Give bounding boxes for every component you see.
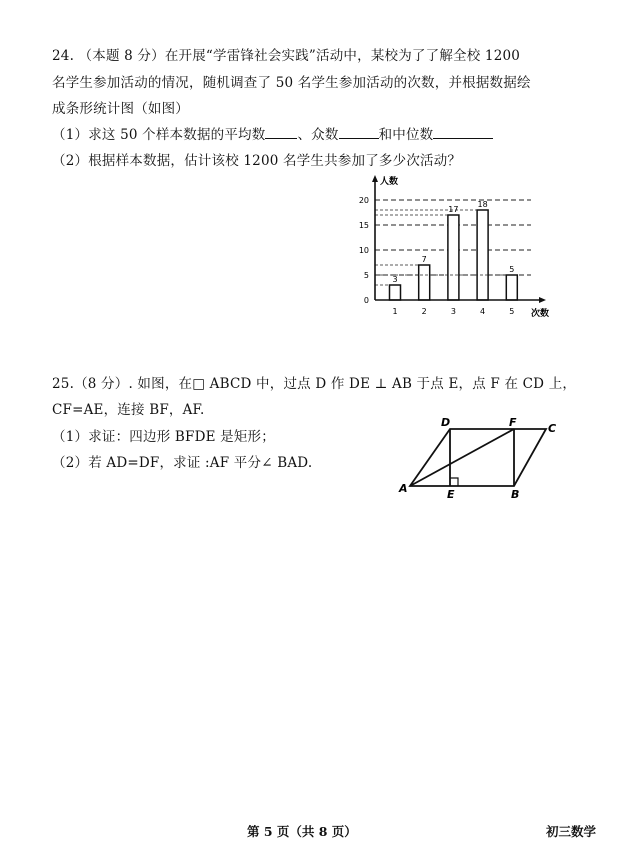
y-tick-label: 0 <box>363 296 369 305</box>
bar-chart <box>345 172 565 322</box>
segment-af <box>410 429 514 486</box>
bar-value-label: 7 <box>421 255 427 264</box>
right-angle-mark <box>450 478 458 486</box>
q24-part1-mode-label: 、众数 <box>297 127 339 143</box>
bar <box>448 215 459 300</box>
x-tick-label: 2 <box>421 307 427 316</box>
bar <box>419 265 430 300</box>
q24-line1: 24. （本题 8 分）在开展“学雷锋社会实践”活动中，某校为了了解全校 1200 <box>52 48 521 64</box>
q24-part1 <box>52 123 493 143</box>
q24-part2: （2）根据样本数据，估计该校 1200 名学生共参加了多少次活动？ <box>52 153 462 169</box>
y-tick-label: 20 <box>358 196 369 205</box>
parallelogram-abcd <box>410 429 546 486</box>
y-tick-label: 15 <box>358 221 369 230</box>
y-axis-label: 人数 <box>380 177 399 187</box>
page-number: 第 5 页（共 8 页） <box>247 824 357 839</box>
q24-part1-median-label: 和中位数 <box>378 127 434 143</box>
x-axis-arrow <box>539 297 546 303</box>
y-tick-label: 5 <box>363 271 369 280</box>
q25-part1: （1）求证：四边形 BFDE 是矩形； <box>52 429 275 445</box>
label-d: D <box>441 416 451 429</box>
parallelogram-figure <box>398 412 573 502</box>
q24-line3: 成条形统计图（如图） <box>52 101 189 117</box>
label-a: A <box>399 482 408 495</box>
x-tick-label: 4 <box>480 307 486 316</box>
label-b: B <box>511 488 520 501</box>
bar-value-label: 3 <box>392 275 398 284</box>
y-axis-arrow <box>372 175 378 182</box>
answer-blank-mean[interactable] <box>265 126 297 139</box>
label-f: F <box>509 416 517 429</box>
subject-label: 初三数学 <box>546 824 597 839</box>
bar-value-label: 17 <box>448 205 459 214</box>
chart-x-ticks <box>392 307 514 316</box>
q24-line2: 名学生参加活动的情况，随机调查了 50 名学生参加活动的次数，并根据数据绘 <box>52 75 531 91</box>
bar <box>477 210 488 300</box>
bar-value-label: 5 <box>509 265 515 274</box>
x-tick-label: 5 <box>509 307 515 316</box>
y-tick-label: 10 <box>358 246 369 255</box>
x-tick-label: 3 <box>450 307 456 316</box>
q24-part1-prefix: （1）求这 50 个样本数据的平均数 <box>52 127 266 143</box>
label-e: E <box>447 488 455 501</box>
x-tick-label: 1 <box>392 307 398 316</box>
answer-blank-mode[interactable] <box>339 126 379 139</box>
answer-blank-median[interactable] <box>433 126 493 139</box>
q25-line1: 25.（8 分）. 如图，在□ ABCD 中，过点 D 作 DE ⊥ AB 于点 E，点 F 在 CD 上， <box>52 376 577 392</box>
x-axis-label: 次数 <box>531 309 550 319</box>
chart-y-ticks <box>359 196 369 305</box>
bar-value-label: 18 <box>477 200 488 209</box>
q25-part2: （2）若 AD=DF，求证 :AF 平分∠ BAD. <box>52 455 313 471</box>
bar <box>390 285 401 300</box>
bar <box>506 275 517 300</box>
label-c: C <box>548 422 557 435</box>
q25-line2: CF=AE，连接 BF，AF. <box>52 402 205 418</box>
